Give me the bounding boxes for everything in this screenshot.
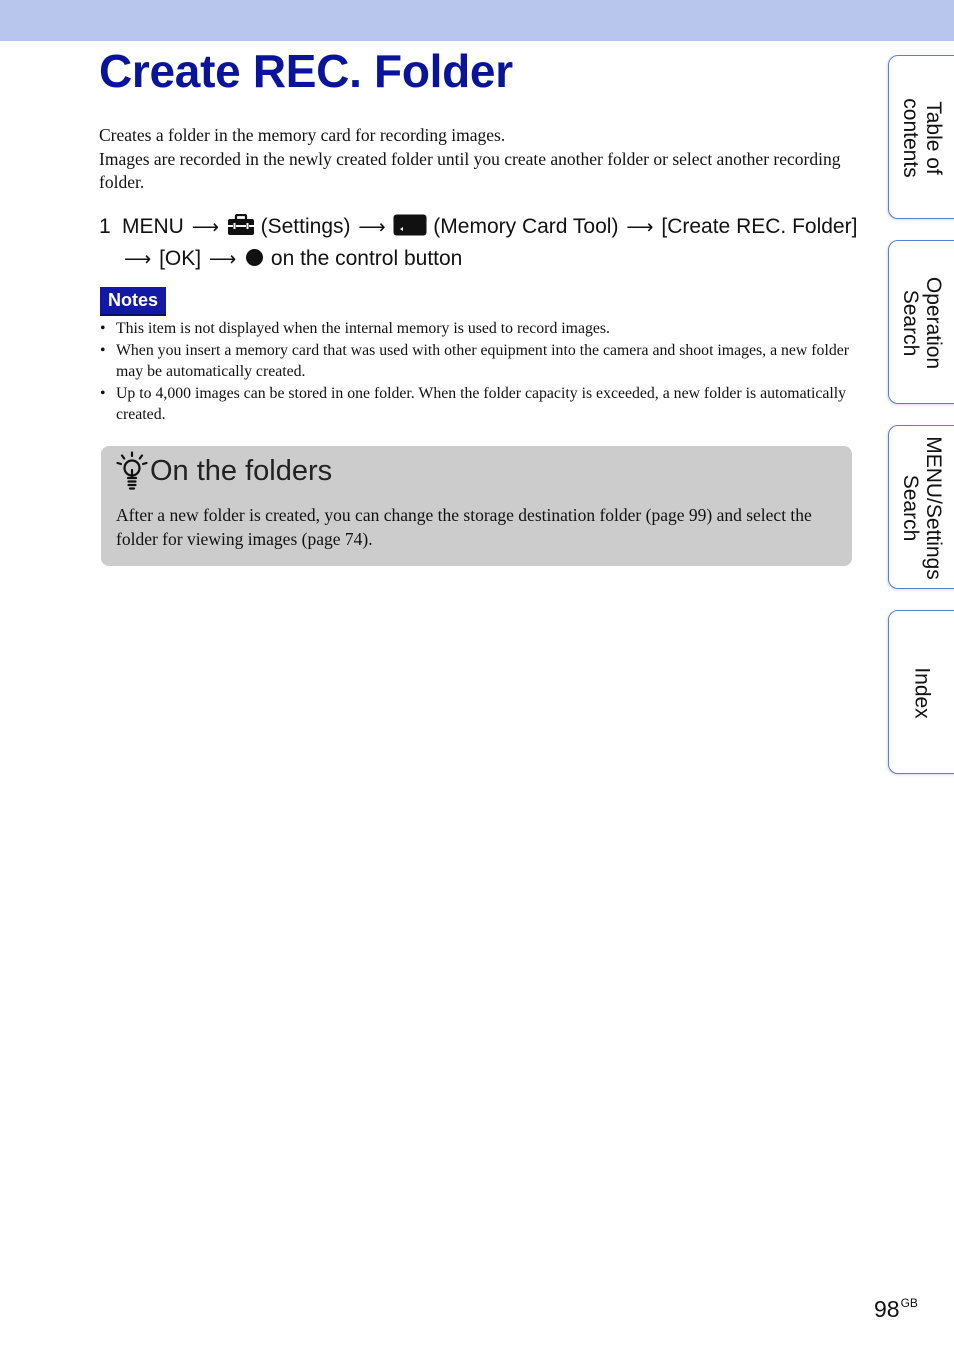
step-1 [99,212,859,274]
memory-card-icon [393,214,427,244]
step-number: 1 [99,215,111,238]
side-tab-label: MENU/Settings Search [899,436,945,580]
memory-card-tool-label: (Memory Card Tool) [433,215,619,238]
side-tab-operation-search[interactable] [888,240,954,404]
side-tab-label: Index [910,667,934,719]
arrow-right-icon: ⟶ [358,217,386,238]
page-title: Create REC. Folder [99,45,513,97]
menu-label: MENU [122,215,184,238]
header-band [0,0,954,41]
side-tab-index[interactable] [888,610,954,774]
tip-body: After a new folder is created, you can change the storage destination folder (page 99) and select the folder for viewing images (page 74). [116,505,812,549]
step-instructions [122,212,859,274]
side-tab-menu-settings-search[interactable] [888,425,954,589]
page-number-suffix: GB [900,1296,918,1310]
settings-label: (Settings) [260,215,351,238]
ok-label: [OK] [159,247,202,270]
page-number [874,1289,918,1323]
toolbox-icon [227,214,255,244]
intro-text [99,124,859,195]
arrow-right-icon: ⟶ [124,249,152,270]
tip-box [101,446,852,566]
notes-list [99,318,854,426]
intro-line-1: Creates a folder in the memory card for recording images. [99,125,506,145]
control-button-label: on the control button [270,247,463,270]
side-tab-label: Operation Search [899,276,945,370]
notes-badge: Notes [100,287,166,316]
arrow-right-icon: ⟶ [191,217,219,238]
note-item: • Up to 4,000 images can be stored in one folder. When the folder capacity is exceeded, a new folder is automatically created. [99,383,854,426]
arrow-right-icon: ⟶ [208,249,237,270]
lightbulb-icon [116,451,150,496]
intro-line-2: Images are recorded in the newly created folder until you create another folder or select another recording folder. [99,148,841,192]
note-item: • This item is not displayed when the internal memory is used to record images. [99,318,854,340]
arrow-right-icon: ⟶ [626,217,654,238]
note-item: • When you insert a memory card that was used with other equipment into the camera and shoot images, a new folder may be automatically created. [99,340,854,383]
control-button-center-icon [246,249,263,266]
side-tab-label: Table of contents [899,98,945,178]
create-rec-folder-label: [Create REC. Folder] [661,215,858,238]
page-number-value: 98 [874,1296,900,1322]
tip-title: On the folders [150,455,333,487]
side-tab-table-of-contents[interactable] [888,55,954,219]
